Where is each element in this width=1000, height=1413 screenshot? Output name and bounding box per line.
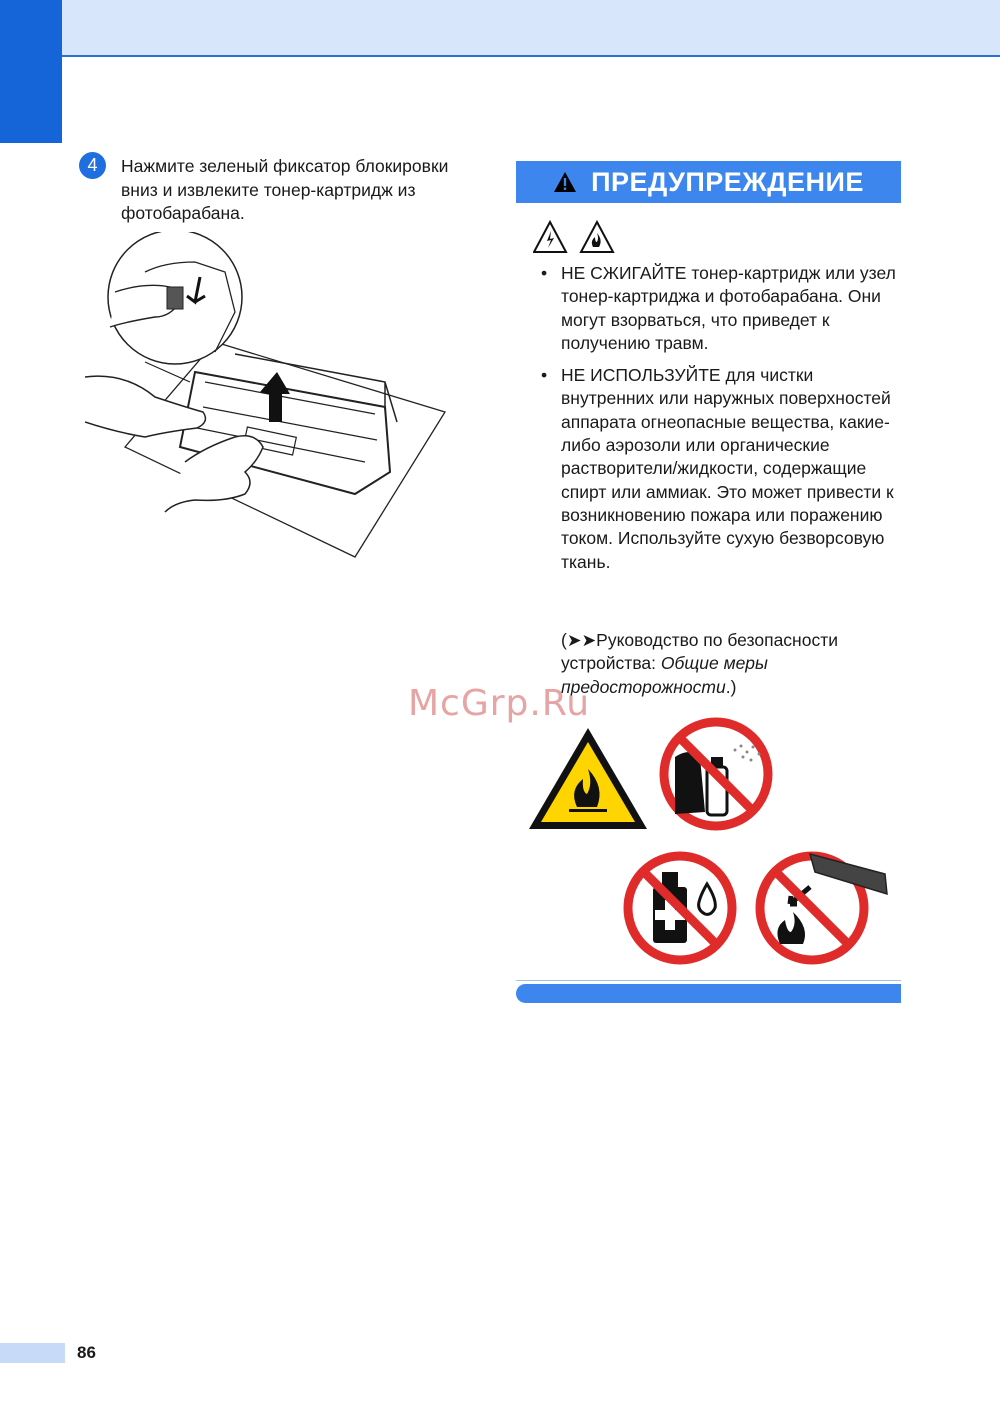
warning-title: ПРЕДУПРЕЖДЕНИЕ — [591, 166, 864, 197]
flammable-warning-icon — [529, 728, 647, 829]
no-flammable-liquid-icon — [628, 856, 732, 960]
drum-unit-illustration — [85, 232, 465, 562]
warning-icon — [553, 171, 577, 193]
no-fire-disposal-icon — [760, 854, 887, 960]
hazard-pictograms — [525, 712, 895, 972]
page-number: 86 — [77, 1343, 96, 1362]
chapter-tab — [0, 0, 62, 143]
warning-divider — [516, 980, 901, 981]
warning-header — [516, 161, 901, 203]
watermark: McGrp.Ru — [408, 683, 591, 724]
page-number-band — [0, 1343, 65, 1363]
no-spray-icon — [664, 722, 768, 826]
small-hazard-icons — [533, 220, 623, 256]
warning-footer-bar — [516, 984, 901, 1003]
warning-bullet: • НЕ СЖИГАЙТЕ тонер-картридж или узел тонер-картриджа и фотобарабана. Они могут взорваться, что приведет к получению травм. — [541, 263, 896, 353]
electric-shock-icon — [534, 222, 566, 252]
step-number-badge: 4 — [79, 152, 106, 179]
warning-bullets — [541, 262, 911, 583]
safety-guide-reference: (➤➤Руководство по безопасности устройства: Общие меры предосторожности.) — [561, 630, 838, 697]
step-instruction: Нажмите зеленый фиксатор блокировки вниз и извлеките тонер-картридж из фотобарабана. — [121, 156, 449, 223]
warning-bullet: • НЕ ИСПОЛЬЗУЙТЕ для чистки внутренних или наружных поверхностей аппарата огнеопасные вещества, какие-либо аэрозоли или органические растворители/жидкости, содержащие спирт или аммиак. Это может привести к возникновению пожара или поражению током. Используйте сухую безворсовую ткань. — [541, 365, 894, 572]
fire-hazard-icon — [581, 222, 613, 252]
header-band — [0, 0, 1000, 57]
cross-reference-arrows: ➤➤ — [566, 630, 597, 650]
